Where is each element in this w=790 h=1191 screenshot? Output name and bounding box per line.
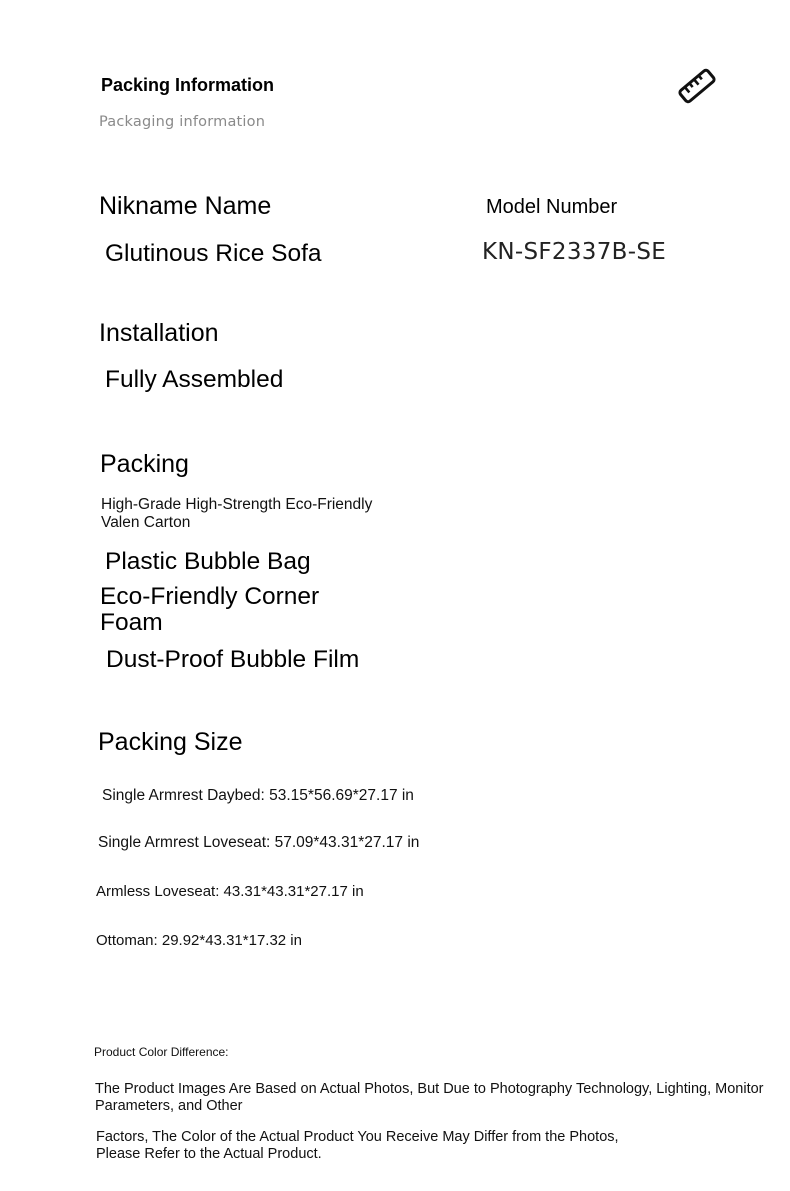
- color-difference-title: Product Color Difference:: [94, 1045, 229, 1059]
- installation-value: Fully Assembled: [105, 366, 284, 393]
- model-number-label: Model Number: [486, 196, 618, 218]
- packing-size-item: Armless Loveseat: 43.31*43.31*27.17 in: [96, 883, 364, 900]
- page-title: Packing Information: [101, 75, 275, 95]
- nickname-value: Glutinous Rice Sofa: [105, 240, 322, 267]
- packing-size-item: Ottoman: 29.92*43.31*17.32 in: [96, 932, 302, 949]
- color-difference-paragraph: Factors, The Color of the Actual Product You Receive May Differ from the Photos, Please Refer to the Actual Product.: [96, 1129, 619, 1162]
- installation-label: Installation: [99, 319, 219, 347]
- page-subtitle: Packaging information: [99, 114, 266, 130]
- ruler-icon: [676, 66, 718, 106]
- packing-item: High-Grade High-Strength Eco-Friendly Valen Carton: [101, 496, 373, 531]
- packing-label: Packing: [100, 450, 189, 478]
- model-number-value: KN-SF2337B-SE: [482, 239, 667, 265]
- packing-item: Eco-Friendly Corner Foam: [100, 583, 320, 636]
- color-difference-paragraph: The Product Images Are Based on Actual Photos, But Due to Photography Technology, Lighting, Monitor Parameters, and Other: [95, 1081, 764, 1114]
- packing-item: Plastic Bubble Bag: [105, 548, 311, 575]
- nickname-label: Nikname Name: [99, 192, 272, 220]
- packing-size-label: Packing Size: [98, 728, 243, 756]
- packing-size-item: Single Armrest Loveseat: 57.09*43.31*27.17 in: [98, 834, 420, 851]
- packing-item: Dust-Proof Bubble Film: [106, 646, 360, 673]
- packing-size-item: Single Armrest Daybed: 53.15*56.69*27.17 in: [102, 787, 414, 804]
